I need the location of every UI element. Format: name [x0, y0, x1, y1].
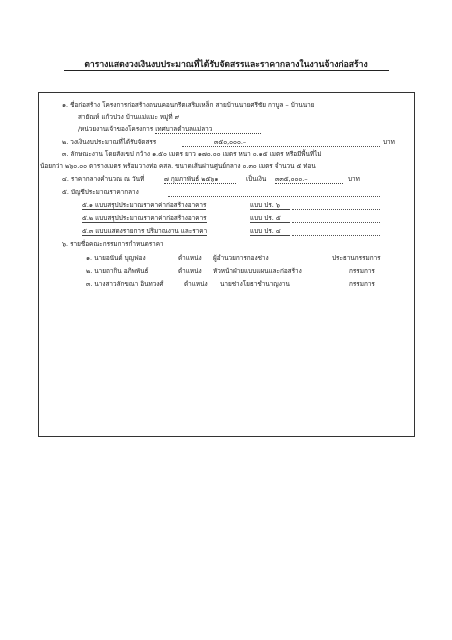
committee-2-role: กรรมการ [349, 267, 375, 275]
committee-3-name: ๓. นางสาวลักขณา อินทวงศ์ [86, 280, 164, 288]
item4-amount-wrap [275, 175, 343, 184]
item1-line2: สายัณห์ แก้วปวง บ้านแม่แมะ หมู่ที่ ๙ [78, 113, 180, 121]
item5-2-form-wrap [250, 214, 290, 223]
committee-3-pos: นายช่างโยธาชำนาญงาน [220, 280, 290, 288]
item5-dotted-fill [168, 196, 380, 197]
item5-3-form-wrap [250, 227, 290, 236]
item1-agency-value: เทศบาลตำบลแม่ลาว [155, 125, 261, 134]
item5-3-form: แบบ ปร. ๔ [250, 227, 290, 236]
item5-1-label: ๕.๑ แบบสรุปประมาณราคาค่าก่อสร้างอาคาร [82, 201, 207, 209]
item4-unit: บาท [348, 175, 360, 183]
item5-3-fill [292, 235, 380, 236]
item4-date: ๗ กุมภาพันธ์ ๒๕๖๑ [164, 175, 236, 184]
committee-3-role: กรรมการ [349, 280, 375, 288]
committee-1-pos-label: ตำแหน่ง [178, 254, 202, 262]
committee-3-pos-label: ตำแหน่ง [184, 280, 208, 288]
item2-dotted-fill [182, 146, 380, 147]
item5-label: ๕. บัญชีประมาณราคากลาง [62, 188, 139, 196]
committee-1-name: ๑. นายอนันต์ บุญฟอง [86, 254, 146, 262]
item1-agency-label: /หน่วยงานเจ้าของโครงการ [78, 125, 154, 133]
committee-1-role: ประธานกรรมการ [332, 254, 381, 262]
committee-1-pos: ผู้อำนวยการกองช่าง [213, 254, 269, 262]
item4-label: ๔. ราคากลางคำนวณ ณ วันที่ [62, 175, 145, 183]
item1-agency [78, 125, 261, 134]
committee-2-name: ๒. นายถากิน อภิพพันธ์ [86, 267, 149, 275]
committee-2-pos-label: ตำแหน่ง [178, 267, 202, 275]
document-title: ตารางแสดงวงเงินงบประมาณที่ได้รับจัดสรรและราคากลางในงานจ้างก่อสร้าง [84, 60, 368, 70]
committee-2-pos: หัวหน้าฝ่ายแบบแผนและก่อสร้าง [213, 267, 302, 275]
item2-label: ๒. วงเงินงบประมาณที่ได้รับจัดสรร [62, 138, 157, 146]
item1-line1: ๑. ชื่อก่อสร้าง โครงการก่อสร้างถนนคอนกรีตเสริมเหล็ก สายบ้านนายศรีชัย กาบูล – บ้านนาย [62, 101, 315, 109]
item4-date-wrap [164, 175, 236, 184]
item5-3-text [82, 227, 207, 236]
item5-1-fill [292, 209, 380, 210]
item5-2-form: แบบ ปร. ๕ [250, 214, 290, 223]
item3-line1: ๓. ลักษณะงาน โดยสังเขป กว้าง ๑.๕๐ เมตร ยาว ๑๗๐.๐๐ เมตร หนา ๐.๑๕ เมตร หรือมีพื้นที่ไม่ [62, 150, 322, 158]
item6-label: ๖. รายชื่อคณะกรรมการกำหนดราคา [62, 240, 164, 248]
item5-3-label: ๕.๓ แบบแสดงรายการ ปริมาณงาน และราคา [82, 227, 208, 235]
item5-2-text [82, 214, 207, 223]
item2-unit: บาท [383, 138, 395, 146]
title-underline [64, 70, 389, 71]
item4-mid: เป็นเงิน [246, 175, 267, 183]
item5-2-fill [292, 222, 380, 223]
item3-line2: น้อยกว่า ๒๖๐.๐๐ ตารางเมตร พร้อมวางท่อ คสล. ขนาดเส้นผ่านศูนย์กลาง ๐.๓๐ เมตร จำนวน ๕ ท่อน [40, 162, 316, 170]
item5-1-text [82, 201, 206, 210]
item5-1-form-wrap [250, 201, 290, 210]
item5-2-label: ๕.๒ แบบสรุปประมาณราคาค่าก่อสร้างอาคาร [82, 214, 207, 222]
item2-value: ๓๕๐,๐๐๐.– [214, 138, 247, 146]
item2-row [62, 138, 156, 146]
item4-amount: ๓๓๕,๐๐๐.– [275, 175, 343, 184]
item5-1-form: แบบ ปร. ๖ [250, 201, 290, 210]
